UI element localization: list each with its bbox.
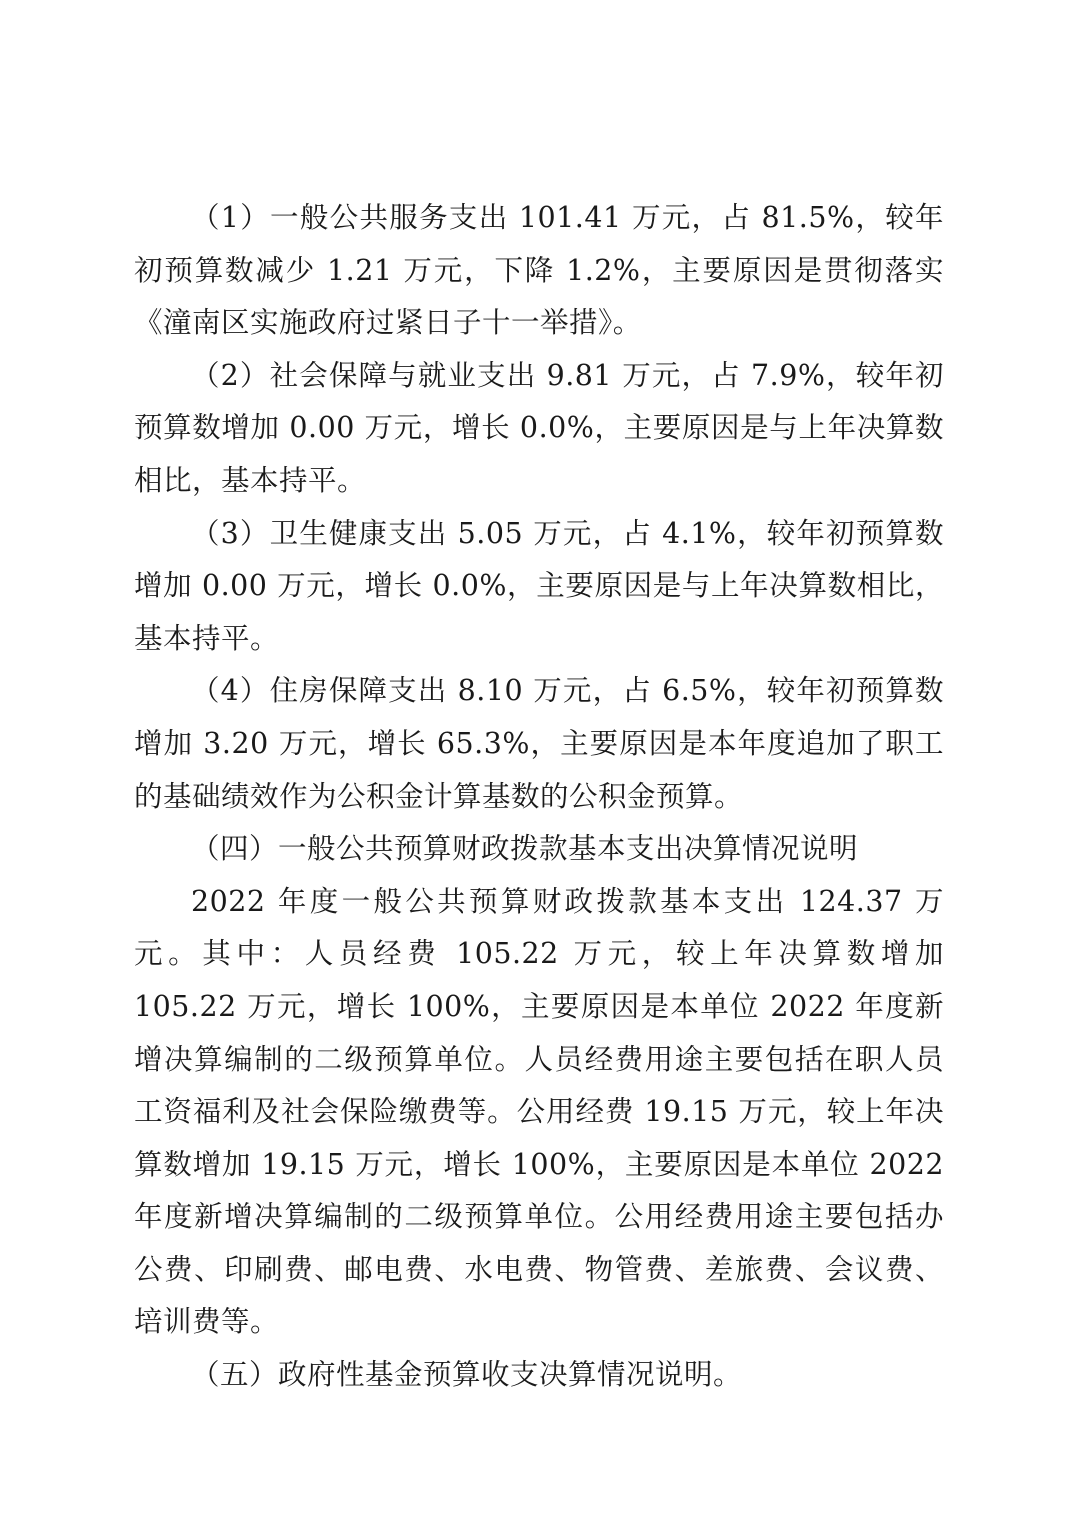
section-heading-government-fund: （五）政府性基金预算收支决算情况说明。 xyxy=(191,1358,743,1392)
paragraph-housing: （4）住房保障支出 8.10 万元，占 6.5%，较年初预算数增加 3.20 万元，增长 65.3%，主要原因是本年度追加了职工的基础绩效作为公积金计算基数的公积金预算。 xyxy=(134,674,944,813)
paragraph-basic-expenditure: 2022 年度一般公共预算财政拨款基本支出 124.37 万元。其中：人员经费 105.22 万元，较上年决算数增加 105.22 万元，增长 100%，主要原因是本单位 2022 年度新增决算编制的二级预算单位。人员经费用途主要包括在职人员工资福利及社会保险缴费等。公用经费 19.15 万元，较上年决算数增加 19.15 万元，增长 100%，主要原因是本单位 2022 年度新增决算编制的二级预算单位。公用经费用途主要包括办公费、印刷费、邮电费、水电费、物管费、差旅费、会议费、培训费等。 xyxy=(134,884,944,1339)
paragraph-health: （3）卫生健康支出 5.05 万元，占 4.1%，较年初预算数增加 0.00 万元，增长 0.0%，主要原因是与上年决算数相比，基本持平。 xyxy=(134,516,944,655)
section-heading-basic-expenditure: （四）一般公共预算财政拨款基本支出决算情况说明 xyxy=(191,832,859,866)
paragraph-social-security: （2）社会保障与就业支出 9.81 万元，占 7.9%，较年初预算数增加 0.00 万元，增长 0.0%，主要原因是与上年决算数相比，基本持平。 xyxy=(134,358,944,497)
paragraph-general-public-services: （1）一般公共服务支出 101.41 万元，占 81.5%，较年初预算数减少 1.21 万元，下降 1.2%，主要原因是贯彻落实《潼南区实施政府过紧日子十一举措》。 xyxy=(134,201,944,340)
body-text xyxy=(134,192,944,1402)
